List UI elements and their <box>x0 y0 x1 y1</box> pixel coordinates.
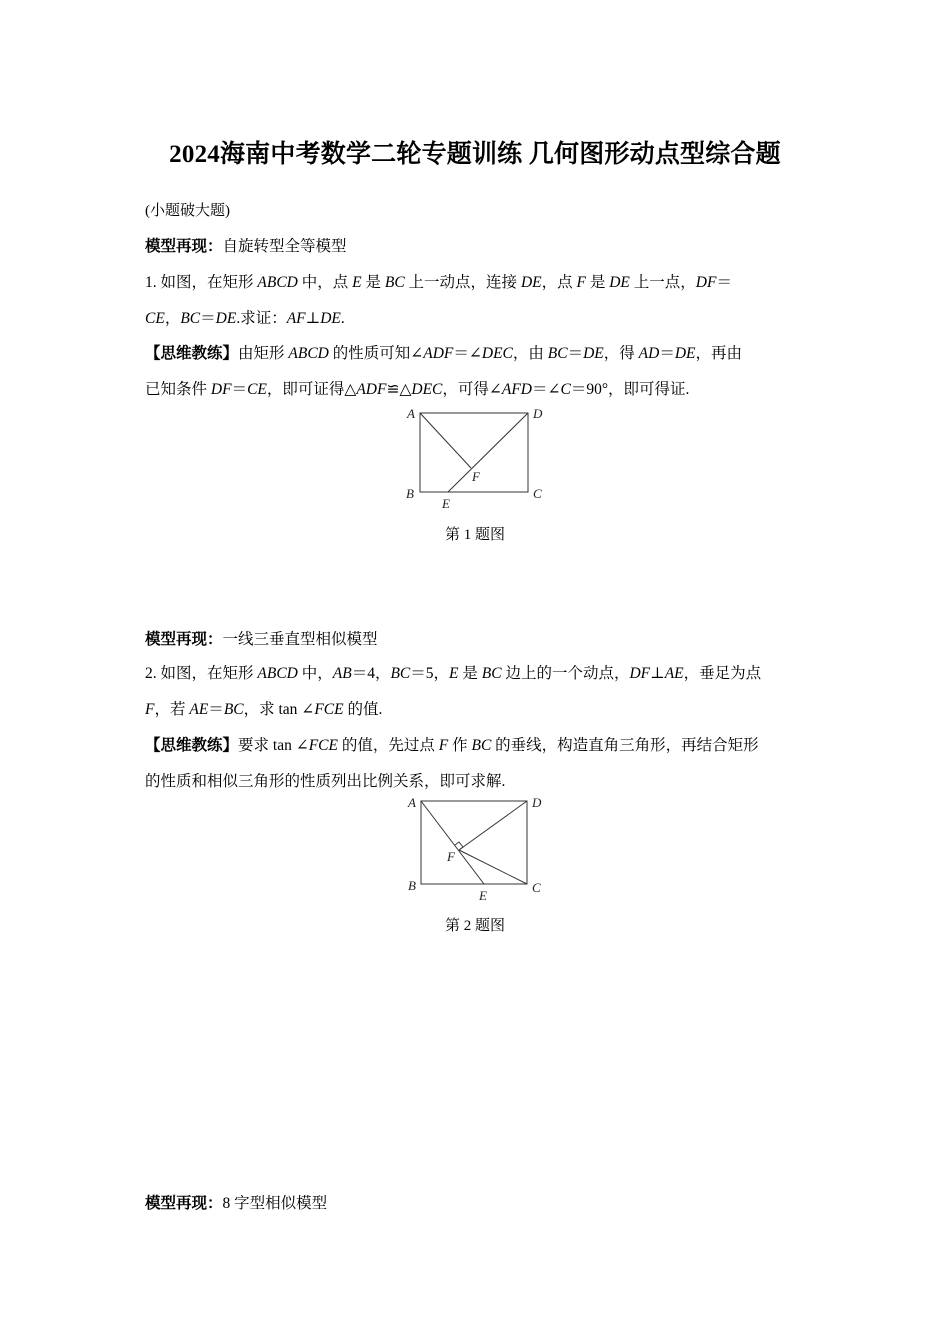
hint-1-line-2: 已知条件 DF＝CE，即可证得△ADF≌△DEC，可得∠AFD＝∠C＝90°，即可得证. <box>145 381 690 398</box>
label-e: E <box>442 496 450 511</box>
figure-1-caption: 第 1 题图 <box>444 527 505 543</box>
hint-2-line-2: 的性质和相似三角形的性质列出比例关系，即可求解. <box>145 773 506 790</box>
figure-2-caption: 第 2 题图 <box>444 918 505 934</box>
label-d: D <box>533 406 543 421</box>
hint-label: 【思维教练】 <box>145 737 239 754</box>
hint-1-line-1: 【思维教练】由矩形 ABCD 的性质可知∠ADF＝∠DEC，由 BC＝DE，得 AD＝DE，再由 <box>145 345 743 362</box>
model-label: 模型再现： <box>145 631 223 648</box>
subtitle: (小题破大题) <box>145 203 230 219</box>
model-label: 模型再现： <box>145 238 223 255</box>
page-title: 2024海南中考数学二轮专题训练 几何图形动点型综合题 <box>169 141 781 168</box>
label-b: B <box>406 486 414 501</box>
problem-2-line-1: 2. 如图，在矩形 ABCD 中，AB＝4，BC＝5，E 是 BC 边上的一个动点，DF⊥AE，垂足为点 <box>145 665 762 682</box>
label-d: D <box>532 795 542 810</box>
label-e: E <box>479 888 487 903</box>
model-heading-2 <box>145 627 378 649</box>
label-b: B <box>408 878 416 893</box>
model-name: 自旋转型全等模型 <box>222 238 347 255</box>
figure-2-diagram <box>395 790 555 905</box>
hint-label: 【思维教练】 <box>145 345 239 362</box>
model-heading-1 <box>145 234 347 256</box>
model-name: 一线三垂直型相似模型 <box>222 631 378 648</box>
label-a: A <box>408 795 416 810</box>
model-name: 8 字型相似模型 <box>222 1195 328 1212</box>
hint-2-line-1: 【思维教练】要求 tan ∠FCE 的值，先过点 F 作 BC 的垂线，构造直角三角形，再结合矩形 <box>145 737 759 754</box>
label-a: A <box>407 406 415 421</box>
problem-1-line-2: CE，BC＝DE.求证：AF⊥DE. <box>145 310 345 327</box>
label-c: C <box>533 486 542 501</box>
figure-1-diagram <box>395 400 555 515</box>
problem-2-line-2: F，若 AE＝BC，求 tan ∠FCE 的值. <box>145 701 383 718</box>
label-f: F <box>447 849 455 864</box>
problem-1-line-1: 1. 如图，在矩形 ABCD 中，点 E 是 BC 上一动点，连接 DE，点 F 是 DE 上一点，DF＝ <box>145 274 732 291</box>
model-heading-3 <box>145 1191 327 1213</box>
label-c: C <box>532 880 541 895</box>
label-f: F <box>472 469 480 484</box>
model-label: 模型再现： <box>145 1195 223 1212</box>
